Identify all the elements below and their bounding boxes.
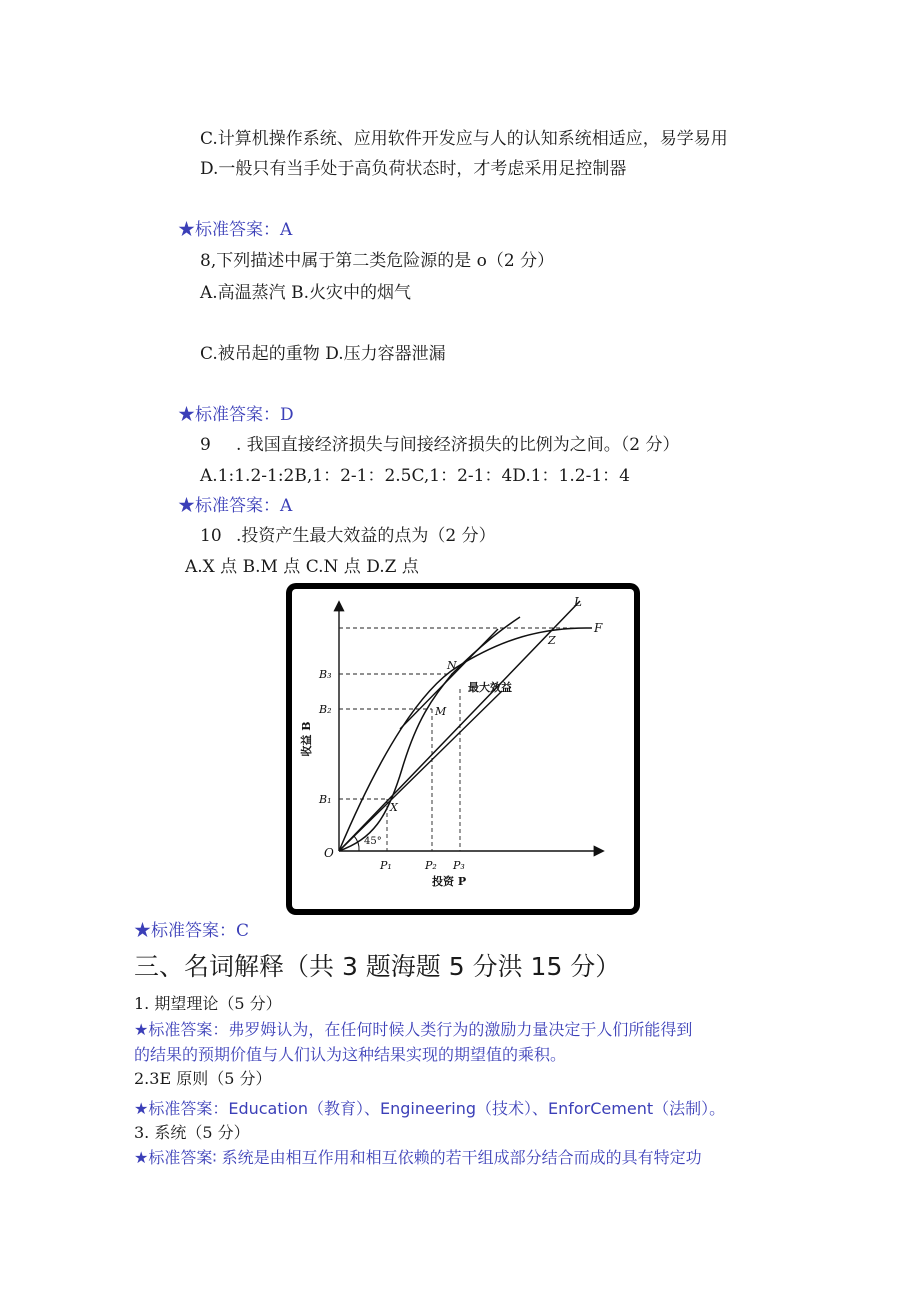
curve-f-label: F (594, 621, 603, 635)
x-axis-label: 投资 P (432, 875, 467, 888)
investment-benefit-figure (286, 583, 640, 915)
investment-benefit-diagram (292, 589, 634, 909)
answer-7: ★标准答案：A (178, 220, 293, 240)
answer-8: ★标准答案：D (178, 405, 294, 425)
answer-term-2: ★标准答案：Education（教育）、Engineering（技术）、EnforCement（法制）。 (134, 1099, 726, 1118)
question-9 (200, 434, 680, 456)
tick-p1: P₁ (380, 859, 392, 872)
curve-l-label: L (574, 595, 582, 609)
question-10-number: 10 (200, 526, 222, 546)
option-10: A.X 点 B.M 点 C.N 点 D.Z 点 (185, 557, 419, 577)
answer-term-1-a: ★标准答案：弗罗姆认为，在任何时候人类行为的激励力量决定于人们所能得到 (134, 1020, 693, 1039)
option-9: A.1:1.2-1:2B,1：2-1：2.5C,1：2-1：4D.1：1.2-1：4 (200, 466, 630, 486)
tick-b3: B₃ (319, 668, 332, 681)
question-10-text: .投资产生最大效益的点为（2 分） (236, 526, 496, 546)
answer-10: ★标准答案：C (134, 921, 250, 941)
answer-term-3: ★标准答案∶ 系统是由相互作用和相互依赖的若干组成部分结合而成的具有特定功 (134, 1148, 702, 1167)
question-8: 8,下列描述中属于第二类危险源的是 o（2 分） (200, 251, 555, 271)
question-9-number: 9 (200, 435, 211, 455)
question-9-text: . 我国直接经济损失与间接经济损失的比例为之间。（2 分） (236, 435, 680, 455)
origin-label: O (324, 846, 334, 860)
point-z: Z (548, 634, 556, 647)
option-8ab: A.高温蒸汽 B.火灾中的烟气 (200, 283, 411, 303)
line-l (339, 601, 580, 851)
angle-label: 45° (364, 836, 382, 847)
question-10 (200, 525, 496, 547)
answer-9: ★标准答案：A (178, 496, 293, 516)
term-3: 3. 系统（5 分） (134, 1123, 250, 1142)
parallel-line (339, 691, 502, 851)
tangent-line (400, 629, 498, 729)
max-benefit-label: 最大效益 (468, 681, 512, 694)
term-1: 1. 期望理论（5 分） (134, 994, 282, 1013)
option-7d: D.一般只有当手处于高负荷状态时，才考虑采用足控制器 (200, 159, 627, 179)
point-x: X (390, 801, 398, 814)
section-3-heading: 三、名词解释（共 3 题海题 5 分洪 15 分） (134, 952, 621, 981)
option-7c: C.计算机操作系统、应用软件开发应与人的认知系统相适应，易学易用 (200, 129, 728, 149)
tick-b1: B₁ (319, 793, 332, 806)
answer-term-1-b: 的结果的预期价值与人们认为这种结果实现的期望值的乘积。 (134, 1045, 567, 1064)
option-8cd: C.被吊起的重物 D.压力容器泄漏 (200, 344, 446, 364)
point-n: N (447, 659, 457, 672)
point-m: M (435, 705, 447, 718)
curve-s (339, 617, 520, 851)
tick-b2: B₂ (319, 703, 332, 716)
term-2: 2.3E 原则（5 分） (134, 1069, 272, 1088)
tick-p2: P₂ (425, 859, 437, 872)
y-axis-label: 收益 B (300, 721, 313, 757)
tick-p3: P₃ (453, 859, 465, 872)
